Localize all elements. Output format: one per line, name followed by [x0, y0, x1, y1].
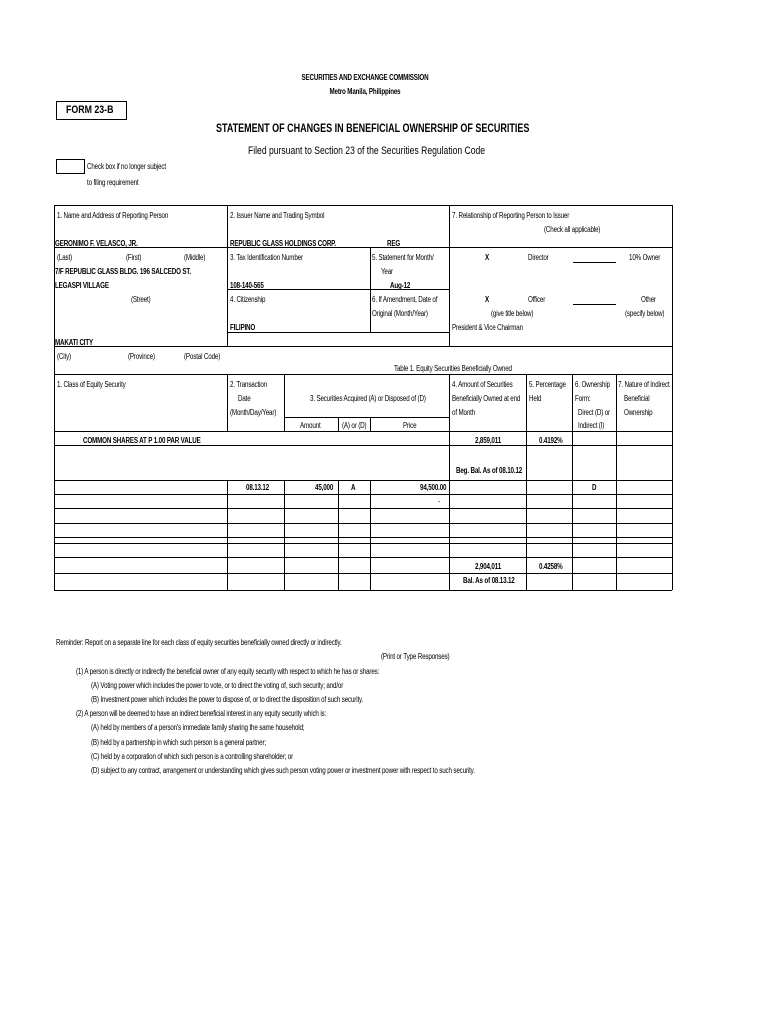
- check-all-applicable: (Check all applicable): [544, 225, 601, 234]
- officer-label: Officer: [528, 295, 546, 304]
- give-title-label: (give title below): [491, 309, 534, 318]
- col2-header-line1: 2. Transaction: [230, 380, 268, 389]
- section5-header-line2: Year: [381, 267, 393, 276]
- section2-header: 2. Issuer Name and Trading Symbol: [230, 211, 325, 220]
- col2-header-line2: Date: [238, 394, 251, 403]
- ownership-form-value: D: [592, 483, 597, 492]
- col3-price-header: Price: [403, 421, 417, 430]
- price-dash: -: [438, 497, 440, 506]
- ending-balance-label: Bal. As of 08.13.12: [463, 576, 515, 585]
- ten-percent-owner-label: 10% Owner: [629, 253, 661, 262]
- section6-header-line1: 6. If Amendment, Date of: [372, 295, 438, 304]
- transaction-date: 08.13.12: [246, 483, 270, 492]
- transaction-aord: A: [351, 483, 356, 492]
- section5-header-line1: 5. Statement for Month/: [372, 253, 434, 262]
- print-or-type: (Print or Type Responses): [381, 652, 450, 661]
- table1-title: Table 1. Equity Securities Beneficially Owned: [394, 364, 512, 373]
- middle-label: (Middle): [184, 253, 206, 262]
- first-label: (First): [126, 253, 142, 262]
- col7-header-line2: Beneficial: [624, 394, 650, 403]
- agency-location: Metro Manila, Philippines: [329, 87, 401, 96]
- agency-name: SECURITIES AND EXCHANGE COMMISSION: [301, 73, 429, 82]
- section7-header: 7. Relationship of Reporting Person to Issuer: [452, 211, 570, 220]
- issuer-name: REPUBLIC GLASS HOLDINGS CORP.: [230, 239, 336, 248]
- director-label: Director: [528, 253, 549, 262]
- note-1a: (A) Voting power which includes the power to vote, or to direct the voting of, such security; and/or: [91, 681, 344, 690]
- col4-header-line2: Beneficially Owned at end: [452, 394, 521, 403]
- section6-header-line2: Original (Month/Year): [372, 309, 428, 318]
- no-longer-subject-checkbox[interactable]: [56, 159, 85, 174]
- director-mark[interactable]: X: [485, 253, 490, 262]
- ending-balance-amount: 2,904,011: [475, 562, 502, 571]
- security-class: COMMON SHARES AT P 1.00 PAR VALUE: [83, 436, 201, 445]
- transaction-price: 94,500.00: [420, 483, 447, 492]
- last-label: (Last): [57, 253, 73, 262]
- note-1b: (B) Investment power which includes the power to dispose of, or to direct the disposition of such security.: [91, 695, 364, 704]
- note-2c: (C) held by a corporation of which such person is a controlling shareholder; or: [91, 752, 294, 761]
- form-title: STATEMENT OF CHANGES IN BENEFICIAL OWNERSHIP OF SECURITIES: [216, 121, 530, 135]
- trading-symbol: REG: [387, 239, 401, 248]
- city-label: (City): [57, 352, 71, 361]
- form-subtitle: Filed pursuant to Section 23 of the Securities Regulation Code: [248, 145, 486, 157]
- col5-header-line2: Held: [529, 394, 542, 403]
- section4-header: 4. Citizenship: [230, 295, 266, 304]
- address-line2: LEGASPI VILLAGE: [55, 281, 109, 290]
- province-label: (Province): [128, 352, 155, 361]
- note-2b: (B) held by a partnership in which such person is a general partner;: [91, 738, 266, 747]
- note-2a: (A) held by members of a person's immediate family sharing the same household;: [91, 723, 305, 732]
- section3-header: 3. Tax Identification Number: [230, 253, 303, 262]
- col6-header-line1: 6. Ownership: [575, 380, 610, 389]
- statement-month-value: Aug-12: [390, 281, 411, 290]
- col4-header-line1: 4. Amount of Securities: [452, 380, 513, 389]
- specify-below-label: (specify below): [625, 309, 665, 318]
- city-value: MAKATI CITY: [55, 338, 94, 347]
- col6-header-line4: Indirect (I): [578, 421, 605, 430]
- col3-header: 3. Securities Acquired (A) or Disposed of (D): [310, 394, 426, 403]
- col1-header: 1. Class of Equity Security: [57, 380, 126, 389]
- note-2d: (D) subject to any contract, arrangement or understanding which gives such person voting power or investment power with respect to such security.: [91, 766, 475, 775]
- ending-balance-percentage: 0.4258%: [539, 562, 563, 571]
- checkbox-label-line1: Check box if no longer subject: [87, 162, 166, 171]
- note-2: (2) A person will be deemed to have an indirect beneficial interest in any equity security which is:: [76, 709, 327, 718]
- col4-header-line3: of Month: [452, 408, 476, 417]
- reporting-person-name: GERONIMO F. VELASCO, JR.: [55, 239, 138, 248]
- note-1: (1) A person is directly or indirectly the beneficial owner of any equity security with respect to which he has or shares:: [76, 667, 380, 676]
- checkbox-label-line2: to filing requirement: [87, 178, 139, 187]
- postal-code-label: (Postal Code): [184, 352, 221, 361]
- col5-header-line1: 5. Percentage: [529, 380, 566, 389]
- form-label: FORM 23-B: [66, 104, 114, 116]
- street-label: (Street): [131, 295, 151, 304]
- col2-header-line3: (Month/Day/Year): [230, 408, 277, 417]
- col7-header-line1: 7. Nature of Indirect: [618, 380, 670, 389]
- col3-aord-header: (A) or (D): [342, 421, 367, 430]
- col3-amount-header: Amount: [300, 421, 321, 430]
- beginning-balance-label: Beg. Bal. As of 08.10.12: [456, 466, 523, 475]
- reminder-text: Reminder: Report on a separate line for each class of equity securities beneficially owned directly or indirectly.: [56, 638, 342, 647]
- tin-value: 108-140-565: [230, 281, 264, 290]
- transaction-amount: 45,000: [315, 483, 334, 492]
- section1-header: 1. Name and Address of Reporting Person: [57, 211, 169, 220]
- beginning-balance-percentage: 0.4192%: [539, 436, 563, 445]
- address-line1: 7/F REPUBLIC GLASS BLDG. 196 SALCEDO ST.: [55, 267, 191, 276]
- col6-header-line3: Direct (D) or: [578, 408, 610, 417]
- officer-mark[interactable]: X: [485, 295, 490, 304]
- col6-header-line2: Form:: [575, 394, 591, 403]
- col7-header-line3: Ownership: [624, 408, 653, 417]
- citizenship-value: FILIPINO: [230, 323, 256, 332]
- other-label: Other: [641, 295, 656, 304]
- beginning-balance-amount: 2,859,011: [475, 436, 502, 445]
- officer-title-value: President & Vice Chairman: [452, 323, 523, 332]
